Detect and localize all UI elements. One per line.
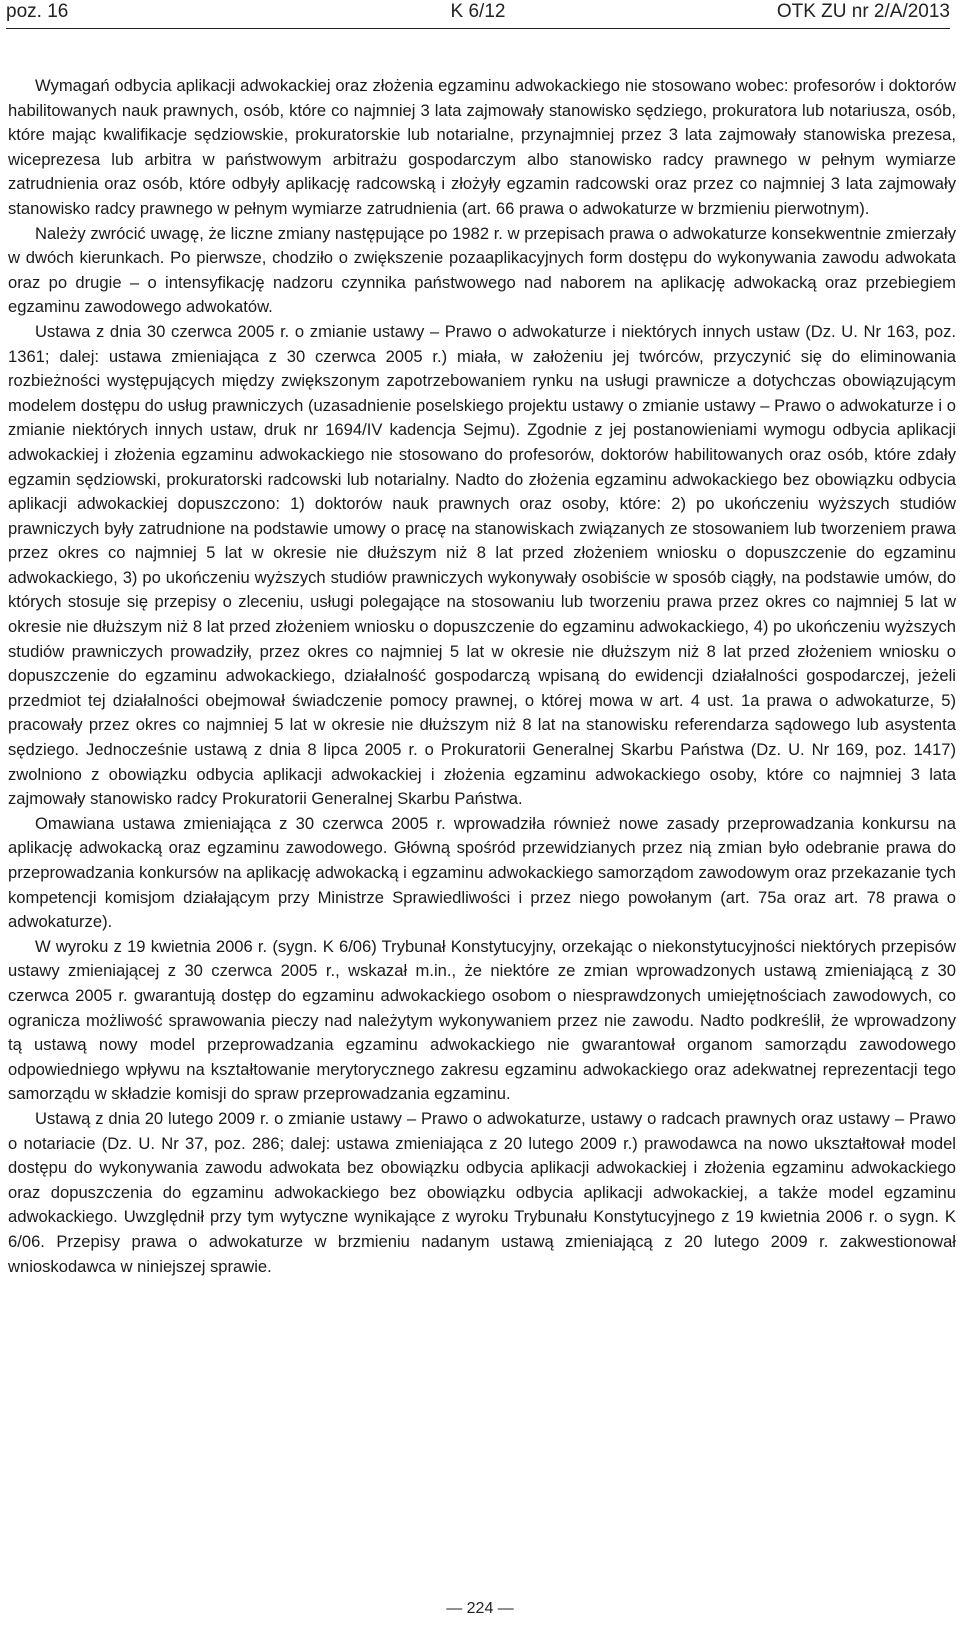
paragraph: Ustawą z dnia 20 lutego 2009 r. o zmianie ustawy – Prawo o adwokaturze, ustawy o radcach prawnych oraz ustawy – Prawo o notariacie (Dz. U. Nr 37, poz. 286; dalej: ustawa zmieniająca z 20 lutego 2009 r.) prawodawca na nowo ukształtował model dostępu do wykonywania zawodu adwokata bez obowiązku odbycia aplikacji adwokackiej i złożenia egzaminu adwokackiego oraz dopuszczenia do egzaminu adwokackiego bez obowiązku odbycia aplikacji adwokackiej, a także model egzaminu adwokackiego. Uwzględnił przy tym wytyczne wynikające z wyroku Trybunału Konstytucyjnego z 19 kwietnia 2006 r. o sygn. K 6/06. Przepisy prawa o adwokaturze w brzmieniu nadanym ustawą zmieniającą z 20 lutego 2009 r. zakwestionował wnioskodawca w niniejszej sprawie. (8, 1108, 956, 1276)
paragraph: W wyroku z 19 kwietnia 2006 r. (sygn. K 6/06) Trybunał Konstytucyjny, orzekając o niekonstytucyjności niektórych przepisów ustawy zmieniającej z 30 czerwca 2005 r., wskazał m.in., że niektóre ze zmian wprowadzonych ustawą zmieniającą z 30 czerwca 2005 r. gwarantują dostęp do egzaminu adwokackiego osobom o niesprawdzonych umiejętnościach zawodowych, co ogranicza możliwość sprawowania pieczy nad należytym wykonywaniem przez nie zawodu. Nadto podkreślił, że wprowadzony tą ustawą nowy model przeprowadzania egzaminu adwokackiego nie gwarantował organom samorządu zawodowego odpowiedniego wpływu na kształtowanie merytorycznego zakresu egzaminu adwokackiego oraz adekwatnej reprezentacji tego samorządu w składzie komisji do spraw przeprowadzania egzaminu. (8, 936, 956, 1104)
page-number: — 224 — (446, 1600, 514, 1617)
paragraph: Należy zwrócić uwagę, że liczne zmiany następujące po 1982 r. w przepisach prawa o adwokaturze konsekwentnie zmierzały w dwóch kierunkach. Po pierwsze, chodziło o zwiększenie pozaaplikacyjnych form dostępu do wykonywania zawodu adwokata oraz po drugie – o intensyfikację nadzoru czynnika państwowego nad naborem na aplikację adwokacką oraz przebiegiem egzaminu zawodowego adwokatów. (8, 223, 956, 317)
paragraph: Omawiana ustawa zmieniająca z 30 czerwca 2005 r. wprowadziła również nowe zasady przeprowadzania konkursu na aplikację adwokacką oraz egzaminu zawodowego. Główną spośród przewidzianych przez nią zmian było odebranie prawa do przeprowadzania konkursów na aplikację adwokacką i egzaminu adwokackiego samorządom zawodowym oraz przekazanie tych kompetencji komisjom działającym przy Ministrze Sprawiedliwości i przez niego powołanym (art. 75a oraz art. 78 prawa o adwokaturze). (8, 813, 956, 932)
header-position: poz. 16 (6, 1, 69, 22)
paragraph: Wymagań odbycia aplikacji adwokackiej oraz złożenia egzaminu adwokackiego nie stosowano wobec: profesorów i doktorów habilitowanych nauk prawnych, osób, które co najmniej 3 lata zajmowały stanowisko sędziego, prokuratora lub notariusza, osób, które mając kwalifikacje sędziowskie, prokuratorskie lub notarialne, przynajmniej przez 3 lata zajmowały stanowiska prezesa, wiceprezesa lub arbitra w państwowym arbitrażu gospodarczym albo stanowisko radcy prawnego w pełnym wymiarze zatrudnienia oraz osób, które odbyły aplikację radcowską i złożyły egzamin radcowski oraz przez co najmniej 3 lata zajmowały stanowisko radcy prawnego w pełnym wymiarze zatrudnienia (art. 66 prawa o adwokaturze w brzmieniu pierwotnym). (8, 76, 956, 218)
paragraph: Ustawa z dnia 30 czerwca 2005 r. o zmianie ustawy – Prawo o adwokaturze i niektórych innych ustaw (Dz. U. Nr 163, poz. 1361; dalej: ustawa zmieniająca z 30 czerwca 2005 r.) miała, w założeniu jej twórców, przyczynić się do eliminowania rozbieżności występujących między zwiększonym zapotrzebowaniem rynku na usługi prawnicze a dotychczas obowiązującym modelem dostępu do usług prawniczych (uzasadnienie poselskiego projektu ustawy o zmianie ustawy – Prawo o adwokaturze i o zmianie niektórych innych ustaw, druk nr 1694/IV kadencja Sejmu). Zgodnie z jej postanowieniami wymogu odbycia aplikacji adwokackiej i złożenia egzaminu adwokackiego nie stosowano do profesorów, doktorów habilitowanych oraz osób, które zdały egzamin sędziowski, prokuratorski radcowski lub notarialny. Nadto do złożenia egzaminu adwokackiego bez obowiązku odbycia aplikacji adwokackiej dopuszczono: 1) doktorów nauk prawnych oraz osoby, które: 2) po ukończeniu wyższych studiów prawniczych były zatrudnione na podstawie umowy o pracę na stanowiskach związanych ze stosowaniem lub tworzeniem prawa przez okres co najmniej 5 lat w okresie nie dłuższym niż 8 lat przed złożeniem wniosku o dopuszczenie do egzaminu adwokackiego, 3) po ukończeniu wyższych studiów prawniczych wykonywały osobiście w sposób ciągły, na podstawie umów, do których stosuje się przepisy o zleceniu, usługi polegające na stosowaniu lub tworzeniu prawa przez okres co najmniej 5 lat w okresie nie dłuższym niż 8 lat przed złożeniem wniosku o dopuszczenie do egzaminu adwokackiego, 4) po ukończeniu wyższych studiów prawniczych prowadziły, przez okres co najmniej 5 lat w okresie nie dłuższym niż 8 lat przed złożeniem wniosku o dopuszczenie do egzaminu adwokackiego, działalność gospodarczą wpisaną do ewidencji działalności gospodarczej, jeżeli przedmiot tej działalności obejmował świadczenie pomocy prawnej, o której mowa w art. 4 ust. 1a prawa o adwokaturze, 5) pracowały przez okres co najmniej 5 lat w okresie nie dłuższym niż 8 lat na stanowisku referendarza sądowego lub asystenta sędziego. Jednocześnie ustawą z dnia 8 lipca 2005 r. o Prokuratorii Generalnej Skarbu Państwa (Dz. U. Nr 169, poz. 1417) zwolniono z obowiązku odbycia aplikacji adwokackiej i złożenia egzaminu adwokackiego osoby, które co najmniej 3 lata zajmowały stanowisko radcy Prokuratorii Generalnej Skarbu Państwa. (8, 321, 956, 809)
header-journal: OTK ZU nr 2/A/2013 (776, 1, 950, 22)
page-header (6, 0, 950, 29)
document-body (8, 74, 956, 1279)
header-case-number: K 6/12 (450, 1, 506, 22)
